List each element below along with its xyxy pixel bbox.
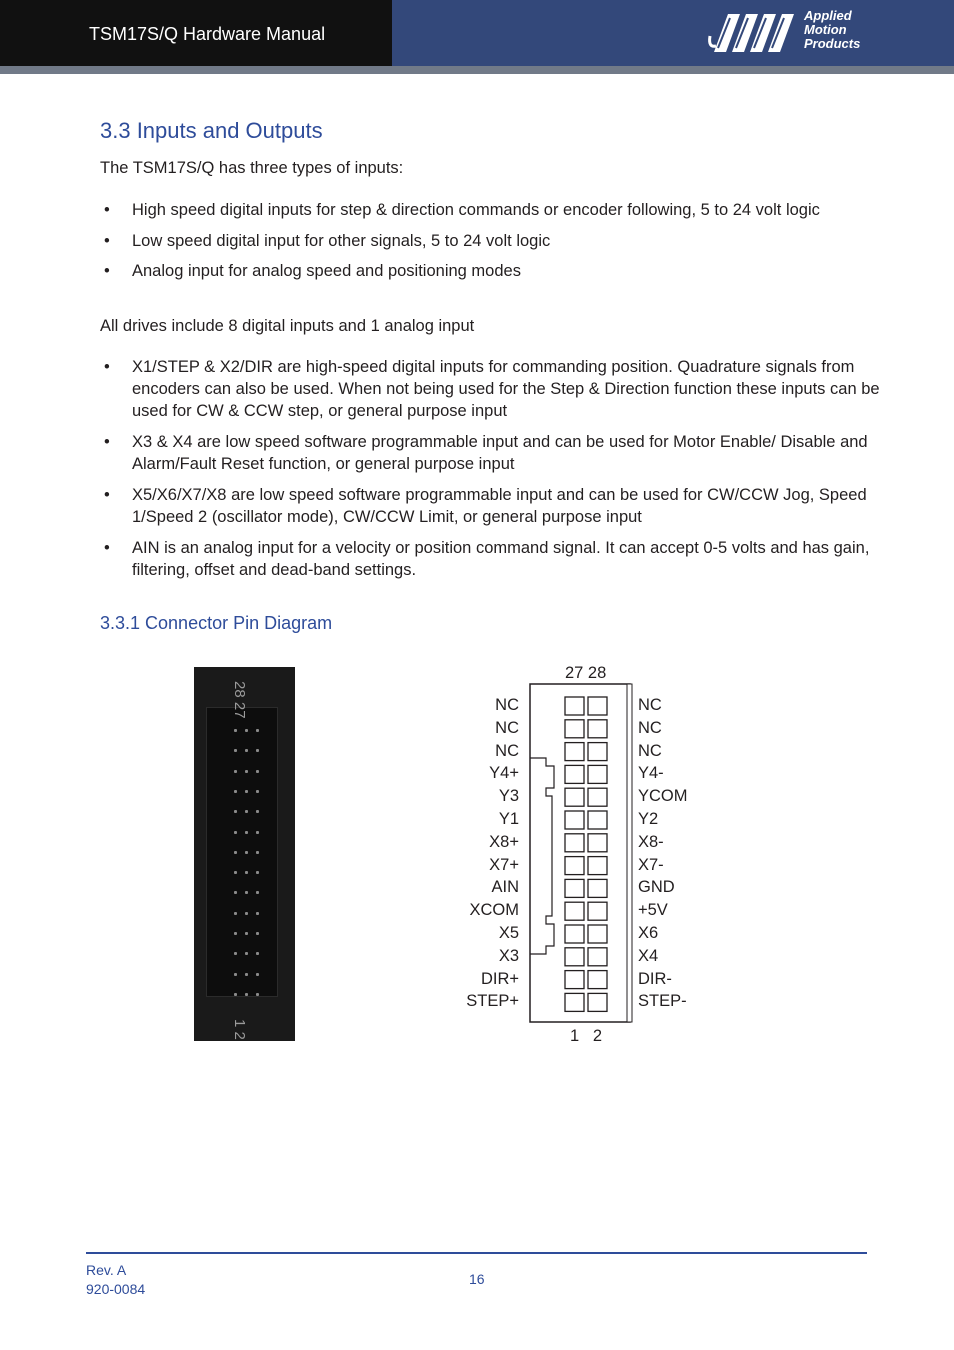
photo-pin-dot	[234, 770, 237, 773]
pin-square	[588, 879, 607, 897]
photo-pin-dot	[245, 831, 248, 834]
pin-square	[565, 811, 584, 829]
pin-square	[565, 925, 584, 943]
pin-label-left: STEP+	[466, 992, 519, 1011]
pin-label-left: AIN	[491, 878, 519, 897]
photo-pin-dot	[234, 810, 237, 813]
photo-pin-dot	[234, 912, 237, 915]
pin-square	[588, 948, 607, 966]
pin-square	[588, 857, 607, 875]
input-types-list	[100, 199, 880, 291]
photo-pin-dot	[256, 932, 259, 935]
top-pin-numbers: 27 28	[565, 664, 607, 682]
connector-side-rail	[627, 684, 632, 1022]
list-item: • High speed digital inputs for step & direction commands or encoder following, 5 to 24 volt logic	[100, 199, 880, 221]
footer-rule	[86, 1252, 867, 1254]
manual-title: TSM17S/Q Hardware Manual	[89, 24, 326, 44]
pin-label-left: NC	[495, 741, 519, 760]
section-intro: The TSM17S/Q has three types of inputs:	[100, 159, 404, 177]
pin-square	[565, 697, 584, 715]
pin-label-right: STEP-	[638, 992, 687, 1011]
pin-square	[588, 697, 607, 715]
applied-motion-logo-icon	[706, 6, 802, 62]
pin-square	[565, 902, 584, 920]
pin-label-right: X4	[638, 946, 659, 965]
connector-photo-housing	[206, 707, 278, 997]
pin-square	[565, 948, 584, 966]
photo-pin-dot	[256, 770, 259, 773]
bottom-pin-numbers: 1 2	[570, 1027, 603, 1045]
photo-pin-dot	[256, 729, 259, 732]
pin-label-right: NC	[638, 696, 662, 714]
pin-square	[565, 788, 584, 806]
pin-square	[588, 834, 607, 852]
pin-label-right: +5V	[638, 901, 668, 920]
pin-square	[588, 811, 607, 829]
photo-pin-dot	[234, 973, 237, 976]
pin-square	[565, 743, 584, 761]
pin-label-left: XCOM	[469, 901, 519, 920]
page-header	[0, 0, 954, 74]
pin-square	[588, 902, 607, 920]
pin-square	[588, 720, 607, 738]
photo-pin-dot	[245, 871, 248, 874]
pin-label-right: GND	[638, 878, 675, 897]
pin-label-left: NC	[495, 718, 519, 737]
pin-label-left: X8+	[489, 832, 519, 851]
pin-square	[565, 857, 584, 875]
photo-pin-dot	[245, 851, 248, 854]
drives-note: All drives include 8 digital inputs and 1 analog input	[100, 317, 475, 335]
photo-pin-dot	[245, 770, 248, 773]
photo-pin-dot	[256, 912, 259, 915]
photo-pin-dot	[256, 993, 259, 996]
applied-motion-logo	[706, 6, 876, 62]
logo-text	[804, 9, 860, 51]
connector-pin-diagram	[524, 680, 636, 1026]
pin-square	[588, 993, 607, 1011]
photo-pin-dot	[245, 993, 248, 996]
photo-pin-dot	[256, 871, 259, 874]
header-gray-bar	[0, 66, 954, 74]
pin-square	[565, 720, 584, 738]
photo-pin-dot	[256, 831, 259, 834]
photo-top-label: 28 27	[231, 681, 248, 719]
pin-label-left: Y1	[498, 810, 519, 828]
subsection-title: 3.3.1 Connector Pin Diagram	[100, 613, 333, 633]
pin-label-left: Y4+	[489, 764, 519, 783]
connector-photo	[194, 667, 295, 1041]
pin-label-left: X3	[498, 946, 519, 965]
logo-line-3: Products	[804, 36, 861, 51]
footer-doc-number: 920-0084	[86, 1281, 146, 1297]
page-number: 16	[469, 1271, 485, 1287]
pin-square	[565, 879, 584, 897]
pin-label-left: DIR+	[480, 969, 519, 988]
pin-label-left: NC	[495, 696, 519, 714]
list-item: • Low speed digital input for other signals, 5 to 24 volt logic	[100, 230, 880, 252]
pin-square	[565, 971, 584, 989]
photo-pin-dot	[234, 851, 237, 854]
photo-pin-dot	[245, 973, 248, 976]
pin-label-left: Y3	[498, 787, 519, 806]
pin-square	[588, 971, 607, 989]
pin-square	[565, 993, 584, 1011]
pin-square	[565, 834, 584, 852]
photo-pin-dot	[234, 790, 237, 793]
input-details-list	[100, 356, 880, 590]
photo-bottom-label: 1 2	[231, 1019, 248, 1040]
pin-label-right: X6	[638, 924, 659, 942]
pin-label-right: NC	[638, 718, 662, 737]
photo-pin-dot	[234, 932, 237, 935]
photo-pin-dot	[234, 993, 237, 996]
list-item: • AIN is an analog input for a velocity or position command signal. It can accept 0-5 volts and has gain, filtering, offset and dead-band settings.	[100, 537, 880, 581]
logo-line-1: Applied	[804, 8, 852, 23]
photo-pin-dot	[256, 790, 259, 793]
photo-pin-dot	[245, 932, 248, 935]
photo-pin-dot	[245, 810, 248, 813]
list-item: • Analog input for analog speed and positioning modes	[100, 260, 880, 282]
list-item: • X1/STEP & X2/DIR are high-speed digital inputs for commanding position. Quadrature signals from encoders can also be used. When not being used for the Step & Direction function these inputs can be used for CW & CCW step, or general purpose input	[100, 356, 880, 422]
pin-label-right: DIR-	[638, 969, 672, 988]
pin-label-right: X8-	[638, 832, 664, 851]
pin-square	[565, 765, 584, 783]
pin-label-right: YCOM	[638, 787, 688, 806]
photo-pin-dot	[245, 729, 248, 732]
photo-pin-dot	[234, 871, 237, 874]
pin-label-left: X7+	[489, 855, 519, 874]
list-item: • X3 & X4 are low speed software programmable input and can be used for Motor Enable/ Disable and Alarm/Fault Reset function, or general purpose input	[100, 431, 880, 475]
pin-label-right: Y4-	[638, 764, 664, 783]
pin-square	[588, 788, 607, 806]
photo-pin-dot	[245, 790, 248, 793]
logo-line-2: Motion	[804, 22, 847, 37]
pin-label-right: X7-	[638, 855, 664, 874]
pin-label-right: Y2	[638, 810, 659, 828]
pin-square	[588, 743, 607, 761]
list-item: • X5/X6/X7/X8 are low speed software programmable input and can be used for CW/CCW Jog, Speed 1/Speed 2 (oscillator mode), CW/CCW Limit, or general purpose input	[100, 484, 880, 528]
section-title: 3.3 Inputs and Outputs	[100, 118, 323, 143]
photo-pin-dot	[256, 851, 259, 854]
pin-label-left: X5	[498, 924, 519, 942]
pin-square	[588, 765, 607, 783]
photo-pin-dot	[256, 810, 259, 813]
photo-pin-dot	[245, 912, 248, 915]
pin-label-right: NC	[638, 741, 662, 760]
photo-pin-dot	[234, 729, 237, 732]
footer-rev: Rev. A	[86, 1262, 127, 1278]
photo-pin-dot	[256, 973, 259, 976]
photo-pin-dot	[234, 831, 237, 834]
pin-square	[588, 925, 607, 943]
